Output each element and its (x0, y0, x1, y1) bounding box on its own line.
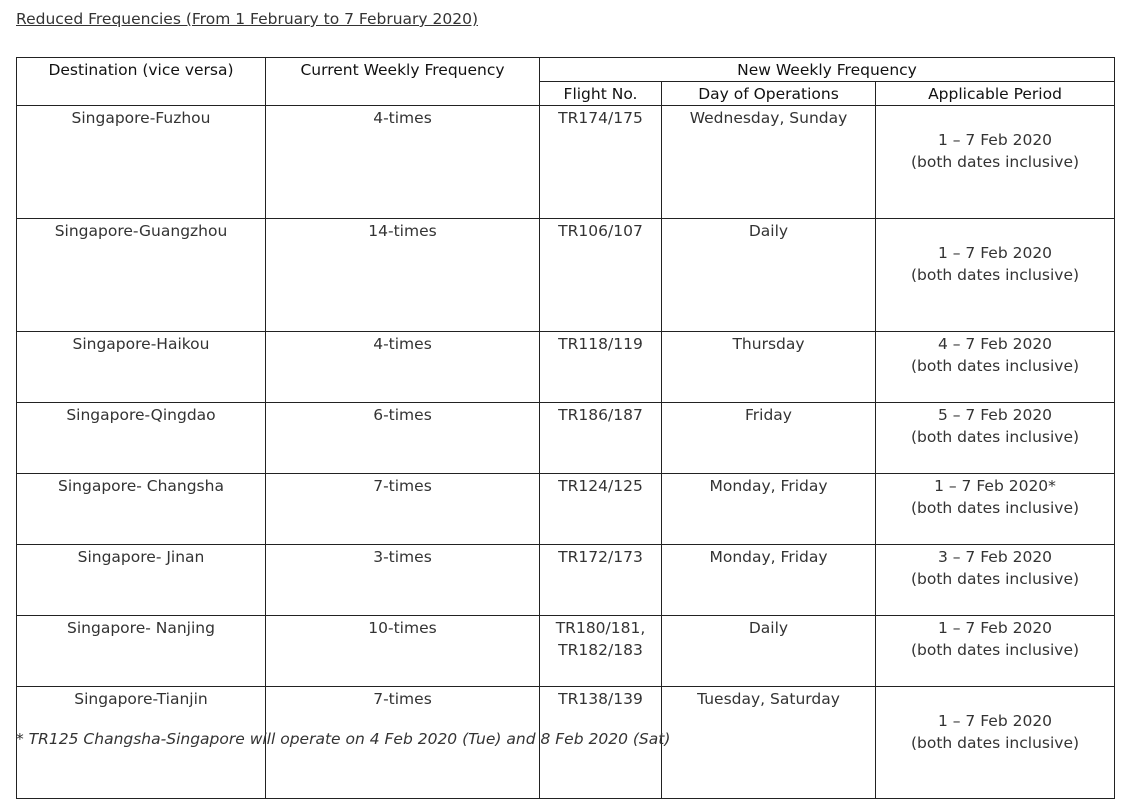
header-applicable-period: Applicable Period (876, 82, 1115, 106)
flight-no-cell (540, 332, 662, 403)
destination-cell: Singapore-Tianjin (17, 687, 266, 799)
applicable-period-cell (876, 474, 1115, 545)
day-of-operations-cell: Monday, Friday (662, 545, 876, 616)
current-frequency-cell: 7-times (266, 687, 540, 799)
applicable-period-cell (876, 403, 1115, 474)
period-dates: 1 – 7 Feb 2020 (937, 619, 1053, 637)
current-frequency-cell: 10-times (266, 616, 540, 687)
destination-cell: Singapore- Nanjing (17, 616, 266, 687)
day-of-operations-cell: Tuesday, Saturday (662, 687, 876, 799)
flight-no-cell (540, 545, 662, 616)
period-note: (both dates inclusive) (910, 641, 1080, 659)
header-flight-no: Flight No. (540, 82, 662, 106)
period-dates: 1 – 7 Feb 2020 (937, 244, 1053, 262)
table-row (17, 332, 1115, 403)
applicable-period-cell (876, 106, 1115, 219)
current-frequency-cell: 3-times (266, 545, 540, 616)
header-current-frequency: Current Weekly Frequency (266, 58, 540, 106)
current-frequency-cell: 6-times (266, 403, 540, 474)
period-note: (both dates inclusive) (910, 570, 1080, 588)
applicable-period-cell (876, 616, 1115, 687)
applicable-period-cell (876, 219, 1115, 332)
flight-no: TR180/181, (555, 619, 646, 637)
period-note: (both dates inclusive) (910, 266, 1080, 284)
table-row (17, 545, 1115, 616)
flight-no: TR118/119 (558, 335, 643, 353)
current-frequency-cell: 7-times (266, 474, 540, 545)
flight-no-cell (540, 106, 662, 219)
period-dates: 5 – 7 Feb 2020 (937, 406, 1053, 424)
day-of-operations-cell: Daily (662, 616, 876, 687)
applicable-period-cell (876, 545, 1115, 616)
day-of-operations-cell: Monday, Friday (662, 474, 876, 545)
destination-cell: Singapore- Jinan (17, 545, 266, 616)
flight-no: TR138/139 (558, 690, 643, 708)
flight-no: TR106/107 (558, 222, 643, 240)
day-of-operations-cell: Daily (662, 219, 876, 332)
flight-no-cell (540, 219, 662, 332)
period-dates: 1 – 7 Feb 2020* (934, 477, 1056, 495)
frequency-table (16, 57, 1115, 799)
flight-no: TR124/125 (558, 477, 643, 495)
table-row (17, 219, 1115, 332)
current-frequency-cell: 4-times (266, 106, 540, 219)
period-note: (both dates inclusive) (910, 428, 1080, 446)
header-day-of-operations: Day of Operations (662, 82, 876, 106)
table-row (17, 616, 1115, 687)
flight-no: TR186/187 (558, 406, 643, 424)
destination-cell: Singapore-Haikou (17, 332, 266, 403)
flight-no: TR182/183 (558, 641, 643, 659)
period-dates: 1 – 7 Feb 2020 (937, 712, 1053, 730)
period-note: (both dates inclusive) (910, 153, 1080, 171)
page-heading: Reduced Frequencies (From 1 February to 7 February 2020) (16, 10, 478, 28)
day-of-operations-cell: Wednesday, Sunday (662, 106, 876, 219)
period-dates: 3 – 7 Feb 2020 (937, 548, 1053, 566)
destination-cell: Singapore- Changsha (17, 474, 266, 545)
destination-cell: Singapore-Guangzhou (17, 219, 266, 332)
period-note: (both dates inclusive) (910, 499, 1080, 517)
period-dates: 4 – 7 Feb 2020 (937, 335, 1053, 353)
period-note: (both dates inclusive) (910, 734, 1080, 752)
current-frequency-cell: 4-times (266, 332, 540, 403)
table-row (17, 403, 1115, 474)
table-row (17, 106, 1115, 219)
flight-no-cell (540, 403, 662, 474)
flight-no-cell (540, 616, 662, 687)
destination-cell: Singapore-Fuzhou (17, 106, 266, 219)
destination-cell: Singapore-Qingdao (17, 403, 266, 474)
table-row (17, 474, 1115, 545)
period-note: (both dates inclusive) (910, 357, 1080, 375)
footnote: * TR125 Changsha-Singapore will operate on 4 Feb 2020 (Tue) and 8 Feb 2020 (Sat) (16, 730, 671, 748)
flight-no: TR172/173 (558, 548, 643, 566)
day-of-operations-cell: Friday (662, 403, 876, 474)
period-dates: 1 – 7 Feb 2020 (937, 131, 1053, 149)
day-of-operations-cell: Thursday (662, 332, 876, 403)
flight-no: TR174/175 (558, 109, 643, 127)
header-destination: Destination (vice versa) (17, 58, 266, 106)
applicable-period-cell (876, 687, 1115, 799)
header-new-weekly-frequency: New Weekly Frequency (540, 58, 1115, 82)
flight-no-cell (540, 474, 662, 545)
applicable-period-cell (876, 332, 1115, 403)
current-frequency-cell: 14-times (266, 219, 540, 332)
